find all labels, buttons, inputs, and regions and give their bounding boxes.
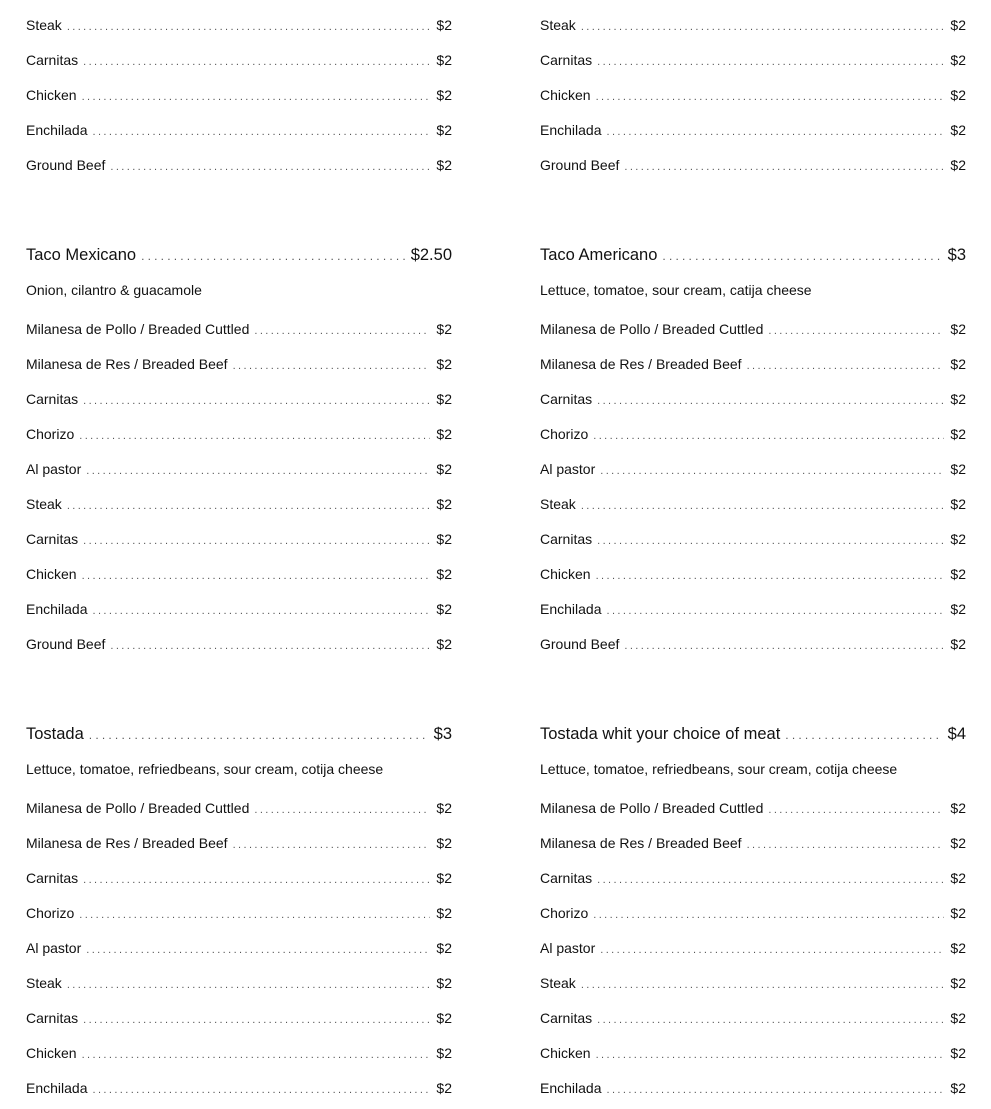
menu-item-name: Carnitas <box>540 1010 593 1026</box>
menu-item-price: $2 <box>436 157 452 173</box>
menu-item-name: Steak <box>26 17 62 33</box>
menu-item-price: $2 <box>436 1045 452 1061</box>
dot-leader <box>110 158 430 176</box>
menu-item <box>540 974 966 992</box>
dot-leader <box>785 724 941 746</box>
menu-item-price: $2 <box>436 1010 452 1026</box>
menu-item-name: Al pastor <box>26 461 82 477</box>
menu-item-name: Carnitas <box>26 52 79 68</box>
menu-item-name: Enchilada <box>26 122 88 138</box>
dot-leader <box>607 1081 945 1099</box>
menu-item-price: $2 <box>436 356 452 372</box>
menu-item-price: $2 <box>950 391 966 407</box>
menu-item-name: Chicken <box>26 87 77 103</box>
menu-item-name: Milanesa de Res / Breaded Beef <box>540 356 742 372</box>
menu-item-name: Enchilada <box>540 1080 602 1096</box>
menu-item <box>540 530 966 548</box>
dot-leader <box>581 976 945 994</box>
menu-item <box>540 460 966 478</box>
menu-item <box>26 565 452 583</box>
dot-leader <box>110 637 430 655</box>
menu-item <box>26 974 452 992</box>
menu-item-name: Chicken <box>540 1045 591 1061</box>
menu-item <box>540 1079 966 1097</box>
section-description: Lettuce, tomatoe, sour cream, catija cheese <box>540 282 812 298</box>
dot-leader <box>93 1081 431 1099</box>
menu-item-name: Carnitas <box>26 531 79 547</box>
menu-item-price: $2 <box>950 157 966 173</box>
menu-item <box>26 939 452 957</box>
menu-item <box>540 425 966 443</box>
dot-leader <box>597 532 944 550</box>
menu-item-price: $2 <box>436 52 452 68</box>
dot-leader <box>82 88 431 106</box>
menu-item-name: Steak <box>540 17 576 33</box>
menu-item-price: $2 <box>436 636 452 652</box>
menu-item <box>540 1044 966 1062</box>
menu-item-name: Al pastor <box>540 461 596 477</box>
menu-item-name: Steak <box>26 975 62 991</box>
menu-item-price: $2 <box>950 461 966 477</box>
menu-item-price: $2 <box>436 905 452 921</box>
menu-item <box>26 460 452 478</box>
menu-item-price: $2 <box>436 122 452 138</box>
dot-leader <box>581 18 945 36</box>
dot-leader <box>93 602 431 620</box>
menu-item-price: $2 <box>436 601 452 617</box>
menu-item <box>26 1009 452 1027</box>
menu-item <box>26 51 452 69</box>
dot-leader <box>254 801 430 819</box>
menu-item-name: Milanesa de Res / Breaded Beef <box>26 835 228 851</box>
section-title: Taco Mexicano <box>26 246 137 264</box>
menu-item-name: Chorizo <box>26 905 75 921</box>
menu-item <box>26 121 452 139</box>
dot-leader <box>89 724 428 746</box>
dot-leader <box>597 392 944 410</box>
menu-item <box>26 390 452 408</box>
menu-item-price: $2 <box>436 975 452 991</box>
menu-item <box>540 635 966 653</box>
menu-item-name: Chicken <box>540 566 591 582</box>
menu-item-name: Ground Beef <box>540 636 620 652</box>
menu-item-name: Chorizo <box>26 426 75 442</box>
menu-item <box>540 355 966 373</box>
menu-item-price: $2 <box>950 496 966 512</box>
menu-item-name: Al pastor <box>26 940 82 956</box>
dot-leader <box>600 941 944 959</box>
dot-leader <box>83 532 430 550</box>
menu-item <box>540 600 966 618</box>
dot-leader <box>93 123 431 141</box>
menu-item-price: $2 <box>436 531 452 547</box>
menu-item <box>540 390 966 408</box>
menu-item <box>26 799 452 817</box>
menu-item-name: Milanesa de Res / Breaded Beef <box>26 356 228 372</box>
menu-item-name: Chicken <box>26 566 77 582</box>
menu-item-price: $2 <box>950 17 966 33</box>
menu-item <box>26 600 452 618</box>
menu-item-price: $2 <box>950 636 966 652</box>
menu-item-price: $2 <box>436 87 452 103</box>
dot-leader <box>82 1046 431 1064</box>
dot-leader <box>768 322 944 340</box>
dot-leader <box>596 567 945 585</box>
dot-leader <box>581 497 945 515</box>
dot-leader <box>86 941 430 959</box>
menu-item <box>26 635 452 653</box>
menu-item-name: Steak <box>540 975 576 991</box>
menu-item-price: $2 <box>436 17 452 33</box>
section-price: $2.50 <box>410 246 452 264</box>
menu-item <box>26 530 452 548</box>
section-title: Taco Americano <box>540 246 658 264</box>
dot-leader <box>67 976 431 994</box>
menu-item <box>540 939 966 957</box>
menu-item <box>26 425 452 443</box>
dot-leader <box>141 245 405 267</box>
section-price: $3 <box>947 246 966 264</box>
dot-leader <box>83 392 430 410</box>
dot-leader <box>79 427 430 445</box>
menu-item-price: $2 <box>950 835 966 851</box>
menu-item <box>26 16 452 34</box>
dot-leader <box>607 123 945 141</box>
menu-item-name: Milanesa de Pollo / Breaded Cuttled <box>540 800 764 816</box>
dot-leader <box>607 602 945 620</box>
menu-item <box>26 495 452 513</box>
menu-item-price: $2 <box>950 870 966 886</box>
menu-item-price: $2 <box>436 566 452 582</box>
menu-item-price: $2 <box>950 531 966 547</box>
menu-item <box>26 904 452 922</box>
menu-item-name: Carnitas <box>540 391 593 407</box>
menu-item <box>540 1009 966 1027</box>
menu-item-price: $2 <box>950 975 966 991</box>
menu-item-name: Carnitas <box>540 870 593 886</box>
menu-item-price: $2 <box>950 87 966 103</box>
menu-item-price: $2 <box>436 391 452 407</box>
menu-item-name: Carnitas <box>26 391 79 407</box>
section-description: Lettuce, tomatoe, refriedbeans, sour cream, cotija cheese <box>26 761 384 777</box>
menu-item-name: Ground Beef <box>26 636 106 652</box>
menu-item-name: Chorizo <box>540 426 589 442</box>
menu-item-name: Enchilada <box>26 601 88 617</box>
menu-item-name: Milanesa de Pollo / Breaded Cuttled <box>540 321 764 337</box>
dot-leader <box>597 871 944 889</box>
dot-leader <box>662 245 941 267</box>
menu-item <box>26 1079 452 1097</box>
menu-item <box>540 834 966 852</box>
section-price: $3 <box>433 725 452 743</box>
menu-item-price: $2 <box>436 321 452 337</box>
menu-item-price: $2 <box>950 940 966 956</box>
menu-item-price: $2 <box>950 905 966 921</box>
menu-item <box>26 869 452 887</box>
dot-leader <box>254 322 430 340</box>
menu-item-price: $2 <box>950 426 966 442</box>
menu-item-price: $2 <box>950 321 966 337</box>
menu-item <box>540 86 966 104</box>
menu-item-price: $2 <box>950 1010 966 1026</box>
section-description: Onion, cilantro & guacamole <box>26 282 202 298</box>
dot-leader <box>596 88 945 106</box>
menu-item-name: Milanesa de Res / Breaded Beef <box>540 835 742 851</box>
menu-item-name: Milanesa de Pollo / Breaded Cuttled <box>26 321 250 337</box>
dot-leader <box>86 462 430 480</box>
dot-leader <box>233 357 431 375</box>
menu-item-price: $2 <box>436 496 452 512</box>
menu-item-price: $2 <box>950 601 966 617</box>
menu-item-price: $2 <box>950 122 966 138</box>
menu-item-name: Ground Beef <box>26 157 106 173</box>
menu-item-name: Steak <box>26 496 62 512</box>
section-title-tostada <box>26 723 452 745</box>
menu-item-price: $2 <box>950 52 966 68</box>
menu-item-price: $2 <box>950 356 966 372</box>
menu-item-name: Ground Beef <box>540 157 620 173</box>
menu-item-price: $2 <box>436 426 452 442</box>
dot-leader <box>233 836 431 854</box>
menu-item <box>26 156 452 174</box>
menu-item-name: Carnitas <box>540 531 593 547</box>
menu-item <box>540 16 966 34</box>
section-price: $4 <box>947 725 966 743</box>
dot-leader <box>597 1011 944 1029</box>
menu-item-price: $2 <box>436 940 452 956</box>
menu-item <box>26 320 452 338</box>
menu-item <box>540 320 966 338</box>
dot-leader <box>747 357 945 375</box>
section-title: Tostada whit your choice of meat <box>540 725 781 743</box>
menu-item-name: Carnitas <box>26 1010 79 1026</box>
dot-leader <box>593 427 944 445</box>
menu-item-name: Milanesa de Pollo / Breaded Cuttled <box>26 800 250 816</box>
menu-item-name: Chorizo <box>540 905 589 921</box>
dot-leader <box>768 801 944 819</box>
menu-item <box>26 86 452 104</box>
dot-leader <box>67 497 431 515</box>
menu-item <box>540 904 966 922</box>
section-title: Tostada <box>26 725 84 743</box>
menu-item-price: $2 <box>436 800 452 816</box>
menu-item-price: $2 <box>436 835 452 851</box>
dot-leader <box>83 53 430 71</box>
dot-leader <box>597 53 944 71</box>
menu-item <box>540 869 966 887</box>
dot-leader <box>79 906 430 924</box>
menu-item <box>540 495 966 513</box>
menu-item <box>540 156 966 174</box>
menu-item <box>540 51 966 69</box>
dot-leader <box>747 836 945 854</box>
menu-item-price: $2 <box>950 1045 966 1061</box>
dot-leader <box>624 158 944 176</box>
section-title-taco-americano <box>540 244 966 266</box>
menu-item-price: $2 <box>436 870 452 886</box>
menu-item-price: $2 <box>950 1080 966 1096</box>
menu-item-name: Steak <box>540 496 576 512</box>
menu-item-name: Chicken <box>540 87 591 103</box>
menu-item-name: Enchilada <box>540 122 602 138</box>
menu-item-price: $2 <box>950 800 966 816</box>
menu-item <box>26 355 452 373</box>
menu-item-name: Carnitas <box>540 52 593 68</box>
dot-leader <box>600 462 944 480</box>
menu-item-name: Carnitas <box>26 870 79 886</box>
menu-item-price: $2 <box>436 1080 452 1096</box>
menu-item <box>26 834 452 852</box>
dot-leader <box>624 637 944 655</box>
section-title-tostada-meat <box>540 723 966 745</box>
dot-leader <box>82 567 431 585</box>
dot-leader <box>593 906 944 924</box>
dot-leader <box>67 18 431 36</box>
menu-item-name: Enchilada <box>540 601 602 617</box>
menu-item-name: Enchilada <box>26 1080 88 1096</box>
menu-item <box>26 1044 452 1062</box>
menu-item <box>540 121 966 139</box>
dot-leader <box>83 1011 430 1029</box>
section-title-taco-mexicano <box>26 244 452 266</box>
dot-leader <box>83 871 430 889</box>
menu-item-price: $2 <box>950 566 966 582</box>
section-description: Lettuce, tomatoe, refriedbeans, sour cream, cotija cheese <box>540 761 898 777</box>
menu-item-price: $2 <box>436 461 452 477</box>
menu-item-name: Chicken <box>26 1045 77 1061</box>
dot-leader <box>596 1046 945 1064</box>
menu-item-name: Al pastor <box>540 940 596 956</box>
menu-item <box>540 799 966 817</box>
menu-item <box>540 565 966 583</box>
